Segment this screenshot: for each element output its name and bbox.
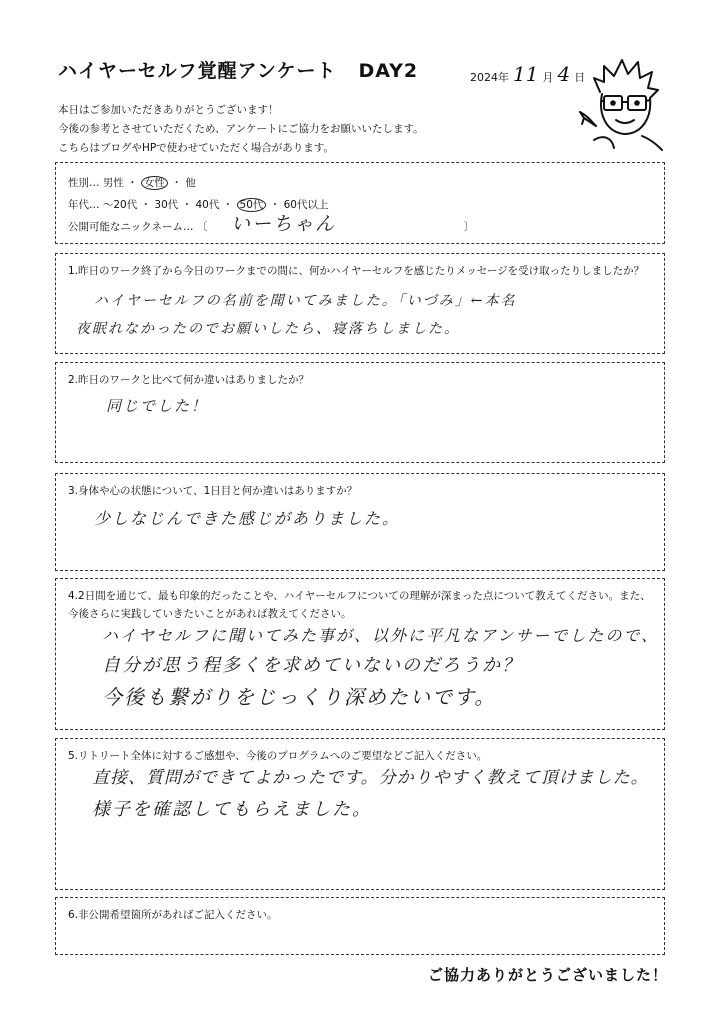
gender-option-other: 他 [185,177,196,189]
nickname-label: 公開可能なニックネーム… [68,221,194,233]
gender-row: 性別… 男性 ・ 女性 ・ 他 [68,177,196,189]
survey-title [58,56,418,83]
intro-line: 本日はご参加いただきありがとうございます！ [58,104,279,116]
nickname-row [68,219,207,234]
illustrated-character-with-glasses-icon [578,52,670,152]
title-day: DAY2 [358,60,419,82]
answer-line: 様子を確認してもらえました。 [92,799,372,820]
age-option-30: 30代 [154,199,179,211]
age-option-20: 〜20代 [102,199,138,211]
gender-label: 性別… [68,177,100,189]
gender-option-male: 男性 [102,177,124,189]
nickname-bracket-close: 〕 [464,221,475,233]
answer-line: 夜眠れなかったのでお願いしたら、寝落ちしました。 [76,321,460,337]
date-month-handwritten: 11 [513,62,539,86]
age-label: 年代… [68,199,100,211]
question-text: 3.身体や心の状態について、1日目と何か違いはありますか？ [68,485,358,497]
age-row: 年代… 〜20代 ・ 30代 ・ 40代 ・ 50代 ・ 60代以上 [68,199,329,211]
intro-text [58,101,424,158]
profile-box [55,162,665,244]
question-text: 2.昨日のワークと比べて何か違いはありましたか？ [68,374,310,386]
question-box-5 [55,738,665,890]
date-field [470,62,585,86]
age-option-60: 60代以上 [283,199,329,211]
question-box-6 [55,897,665,955]
answer-line: ハイヤセルフに聞いてみた事が、以外に平凡なアンサーでしたので、 [102,626,660,645]
answer-line: ハイヤーセルフの名前を聞いてみました。「いづみ」←本名 [94,293,517,309]
question-box-4 [55,578,665,730]
question-box-1 [55,253,665,354]
date-day-label: 日 [574,71,586,84]
question-text: 4.2日間を通じて、最も印象的だったことや、ハイヤーセルフについての理解が深まった点について教えてください。また、今後さらに実践していきたいことがあれば教えてください。 [68,590,651,620]
age-option-50-selected: 50代 [237,198,267,212]
nickname-handwritten: いーちゃん [231,213,337,235]
question-box-2 [55,362,665,463]
intro-line: 今後の参考とさせていただくため、アンケートにご協力をお願いいたします。 [58,123,424,135]
answer-line: 同じでした！ [106,397,209,415]
question-text: 6.非公開希望箇所があればご記入ください。 [68,909,278,921]
date-day-handwritten: 4 [557,62,571,86]
question-box-3 [55,473,665,571]
nickname-bracket-open: 〔 [196,221,208,233]
question-text: 1.昨日のワーク終了から今日のワークまでの間に、何かハイヤーセルフを感じたりメッセージを受け取ったりしましたか？ [68,265,645,277]
intro-line: こちらはブログやHPで使わせていただく場合があります。 [58,142,334,154]
answer-line: 今後も繋がりをじっくり深めたいです。 [102,685,497,709]
title-text: ハイヤーセルフ覚醒アンケート [58,60,337,82]
date-month-label: 月 [542,71,554,84]
date-year: 2024年 [470,71,509,84]
age-option-40: 40代 [195,199,220,211]
answer-line: 直接、質問ができてよかったです。分かりやすく教えて頂けました。 [92,768,649,788]
answer-line: 少しなじんできた感じがありました。 [94,509,401,528]
footer-thanks: ご協力ありがとうございました！ [427,966,668,984]
answer-line: 自分が思う程多くを求めていないのだろうか？ [102,655,522,676]
question-text: 5.リトリート全体に対するご感想や、今後のプログラムへのご要望などご記入ください。 [68,750,488,762]
gender-option-female-selected: 女性 [141,176,168,190]
